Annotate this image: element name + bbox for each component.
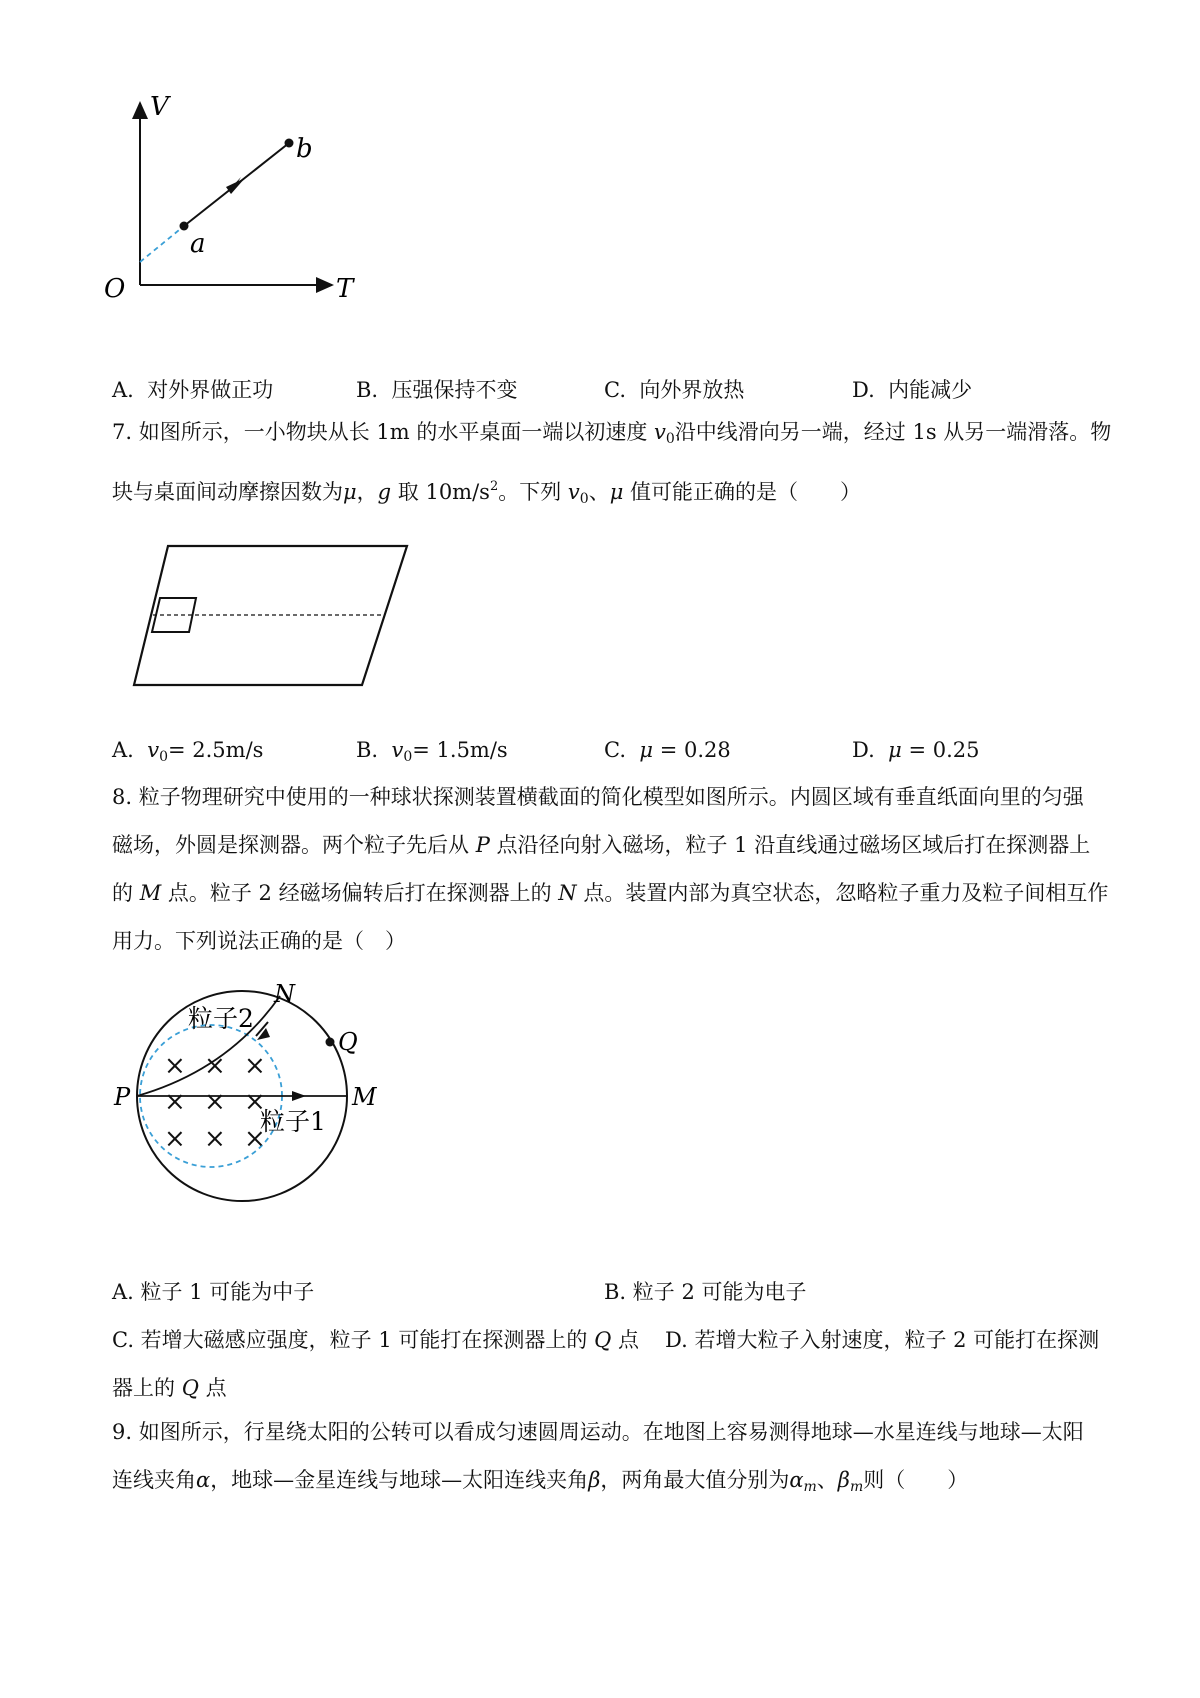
q8-option-a[interactable]: A. 粒子 1 可能为中子 [112,1280,315,1304]
q6-option-c[interactable]: C. 向外界放热 [604,378,745,402]
particle1-arrowhead [292,1091,306,1101]
point-b-label: b [296,134,313,164]
field-cross: × [244,1124,266,1154]
point-q [326,1038,335,1047]
detector-figure [108,960,428,1220]
q7-option-b[interactable]: B. $v_0= 1.5m/s$ [356,738,508,765]
q7-option-a[interactable]: A. $v_0= 2.5m/s$ [112,738,264,765]
q7-option-c[interactable]: C. μ = 0.28 [604,738,731,762]
q8-option-d[interactable]: D. 若增大粒子入射速度，粒子 2 可能打在探测 [665,1328,1100,1352]
axis-label-v: V [150,92,169,122]
q8-stem [112,773,1112,965]
q8-line-2: 磁场，外圆是探测器。两个粒子先后从 P 点沿径向射入磁场，粒子 1 沿直线通过磁场区域后打在探测器上 [112,833,1091,857]
origin-label: O [104,274,126,304]
q7-option-d[interactable]: D. μ = 0.25 [852,738,980,762]
point-a-label: a [190,229,206,259]
q9-stem [112,1408,1112,1511]
field-cross: × [164,1087,186,1117]
point-a [180,222,189,231]
q8-option-c[interactable]: C. 若增大磁感应强度，粒子 1 可能打在探测器上的 Q 点 [112,1328,639,1352]
field-cross: × [164,1051,186,1081]
q8-line-4: 用力。下列说法正确的是（ ） [112,929,406,953]
vt-graph-figure [100,92,360,315]
q8-line-3: 的 M 点。粒子 2 经磁场偏转后打在探测器上的 N 点。装置内部为真空状态，忽略粒子重力及粒子间相互作 [112,881,1109,905]
q8-line-1: 8. 粒子物理研究中使用的一种球状探测装置横截面的简化模型如图所示。内圆区域有垂直纸面向里的匀强 [112,785,1084,809]
q8-option-d-continued[interactable]: 器上的 Q 点 [112,1376,227,1400]
label-m: M [352,1083,377,1111]
label-p: P [114,1083,131,1111]
label-particle1: 粒子1 [260,1107,326,1136]
q6-option-b[interactable]: B. 压强保持不变 [356,378,518,402]
field-cross: × [244,1087,266,1117]
label-n: N [274,980,295,1008]
q8-option-b[interactable]: B. 粒子 2 可能为电子 [604,1280,807,1304]
point-b [285,139,294,148]
field-cross: × [164,1124,186,1154]
q9-line-2: 连线夹角α，地球—金星连线与地球—太阳连线夹角β，两角最大值分别为$\alpha_m$、$\beta_m$则（ ） [112,1468,969,1495]
q7-line-2: 块与桌面间动摩擦因数为μ，g 取 $10m/s^2$。下列 $v_0$、μ 值可能正确的是（ ） [112,479,862,507]
q7-line-1: 7. 如图所示，一小物块从长 1m 的水平桌面一端以初速度 $v_0$沿中线滑向另一端，经过 1s 从另一端滑落。物 [112,420,1112,447]
q6-option-d[interactable]: D. 内能减少 [852,378,973,402]
field-cross: × [244,1051,266,1081]
table-figure [130,540,430,690]
label-q: Q [338,1028,358,1056]
field-cross: × [204,1124,226,1154]
q9-line-1: 9. 如图所示，行星绕太阳的公转可以看成匀速圆周运动。在地图上容易测得地球—水星连线与地球—太阳 [112,1420,1084,1444]
q6-option-a[interactable]: A. 对外界做正功 [112,378,274,402]
field-crosses [164,1051,266,1154]
field-cross: × [204,1087,226,1117]
axis-label-t: T [336,274,354,304]
field-cross: × [204,1051,226,1081]
q7-stem [112,408,1112,523]
label-particle2: 粒子2 [188,1004,254,1033]
dashed-extension [140,226,184,262]
